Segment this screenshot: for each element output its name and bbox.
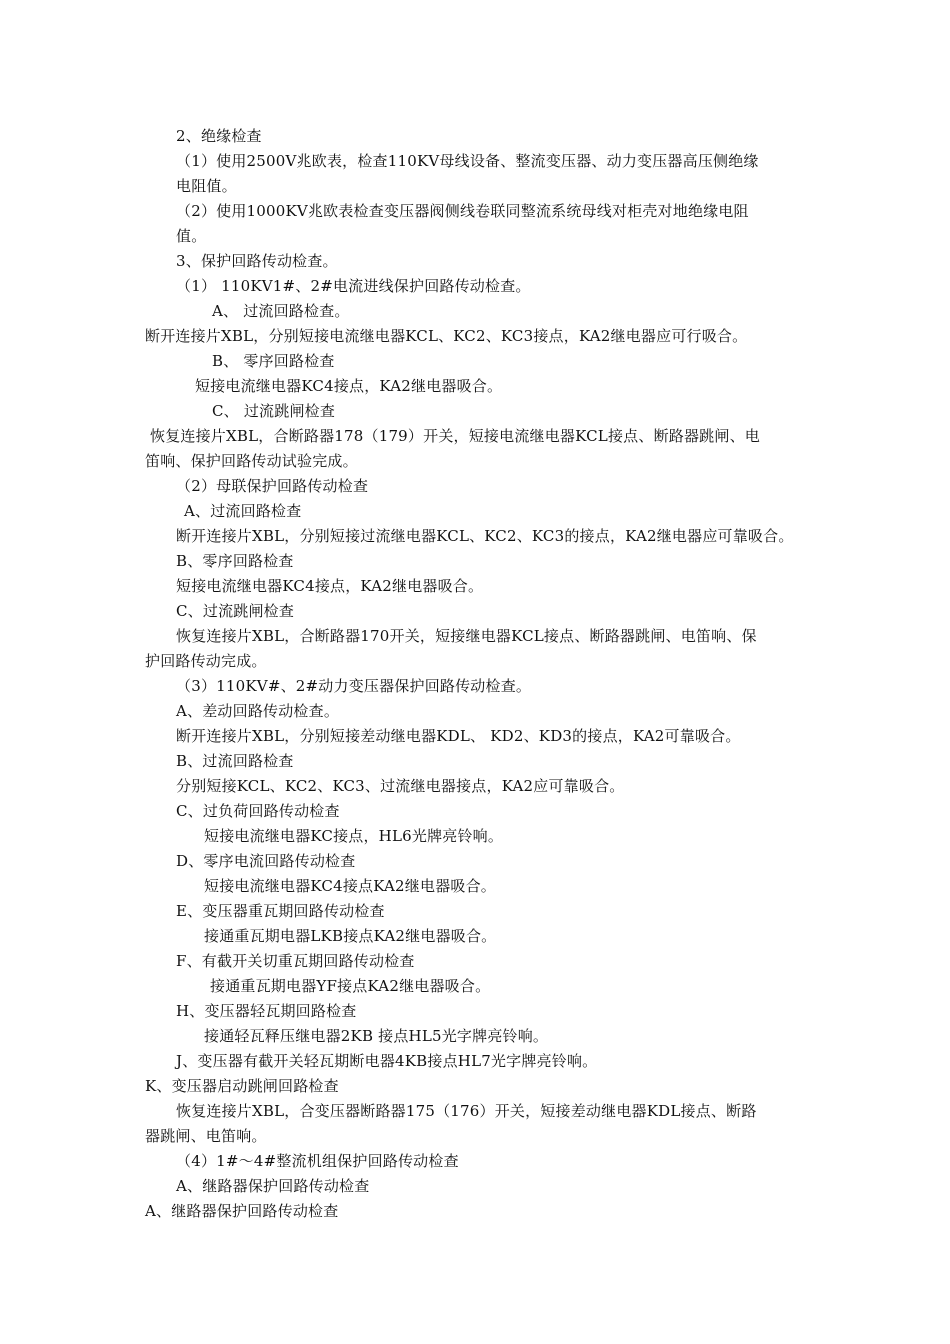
text-line: 短接电流继电器KC4接点，KA2继电器吸合。 (195, 377, 503, 395)
text-line: 恢复连接片XBL，合断路器170开关，短接继电器KCL接点、断路器跳闸、电笛响、保 (176, 627, 757, 645)
text-line: 断开连接片XBL，分别短接过流继电器KCL、KC2、KC3的接点，KA2继电器应可靠吸合。 (176, 527, 794, 545)
text-line: 断开连接片XBL，分别短接差动继电器KDL、 KD2、KD3的接点，KA2可靠吸合。 (176, 727, 741, 745)
text-line: （2）使用1000KV兆欧表检查变压器阀侧线卷联同整流系统母线对柜壳对地绝缘电阻 (176, 202, 749, 220)
text-line: 接通重瓦期电器LKB接点KA2继电器吸合。 (204, 927, 497, 945)
text-line: 短接电流继电器KC4接点，KA2继电器吸合。 (176, 577, 484, 595)
item-heading: A、差动回路传动检查。 (176, 702, 340, 720)
text-line: 笛响、保护回路传动试验完成。 (145, 452, 358, 470)
item-heading: C、 过流跳闸检查 (212, 402, 336, 420)
section-heading: 2、绝缘检查 (176, 127, 262, 145)
item-heading: A、继路器保护回路传动检查 (145, 1202, 339, 1220)
item-heading: C、过负荷回路传动检查 (176, 802, 340, 820)
item-heading: J、变压器有截开关轻瓦期断电器4KB接点HL7光字牌亮铃响。 (176, 1052, 598, 1070)
item-heading: B、 零序回路检查 (212, 352, 335, 370)
text-line: 器跳闸、电笛响。 (145, 1127, 267, 1145)
item-heading: K、变压器启动跳闸回路检查 (145, 1077, 339, 1095)
text-line: 护回路传动完成。 (145, 652, 267, 670)
subsection-heading: （4）1#～4#整流机组保护回路传动检查 (176, 1152, 459, 1170)
item-heading: H、变压器轻瓦期回路检查 (176, 1002, 357, 1020)
item-heading: A、 过流回路检查。 (212, 302, 350, 320)
item-heading: B、过流回路检查 (176, 752, 294, 770)
text-line: 接通重瓦期电器YF接点KA2继电器吸合。 (210, 977, 491, 995)
text-line: 短接电流继电器KC4接点KA2继电器吸合。 (204, 877, 496, 895)
item-heading: B、零序回路检查 (176, 552, 294, 570)
text-line: 短接电流继电器KC接点，HL6光牌亮铃响。 (204, 827, 504, 845)
subsection-heading: （2）母联保护回路传动检查 (176, 477, 369, 495)
item-heading: A、过流回路检查 (184, 502, 302, 520)
text-line: 值。 (176, 227, 207, 245)
item-heading: C、过流跳闸检查 (176, 602, 295, 620)
text-line: 断开连接片XBL，分别短接电流继电器KCL、KC2、KC3接点，KA2继电器应可行吸合。 (145, 327, 748, 345)
item-heading: F、有截开关切重瓦期回路传动检查 (176, 952, 415, 970)
text-line: （1）使用2500V兆欧表，检查110KV母线设备、整流变压器、动力变压器高压侧绝缘 (176, 152, 759, 170)
subsection-heading: （1） 110KV1#、2#电流进线保护回路传动检查。 (176, 277, 531, 295)
subsection-heading: （3）110KV#、2#动力变压器保护回路传动检查。 (176, 677, 532, 695)
text-line: 接通轻瓦释压继电器2KB 接点HL5光字牌亮铃响。 (204, 1027, 549, 1045)
item-heading: A、继路器保护回路传动检查 (176, 1177, 370, 1195)
text-line: 分别短接KCL、KC2、KC3、过流继电器接点，KA2应可靠吸合。 (176, 777, 625, 795)
text-line: 恢复连接片XBL，合断路器178（179）开关，短接电流继电器KCL接点、断路器跳闸、电 (150, 427, 760, 445)
text-line: 恢复连接片XBL，合变压器断路器175（176）开关，短接差动继电器KDL接点、断路 (176, 1102, 757, 1120)
item-heading: D、零序电流回路传动检查 (176, 852, 356, 870)
item-heading: E、变压器重瓦期回路传动检查 (176, 902, 385, 920)
section-heading: 3、保护回路传动检查。 (176, 252, 338, 270)
text-line: 电阻值。 (176, 177, 237, 195)
